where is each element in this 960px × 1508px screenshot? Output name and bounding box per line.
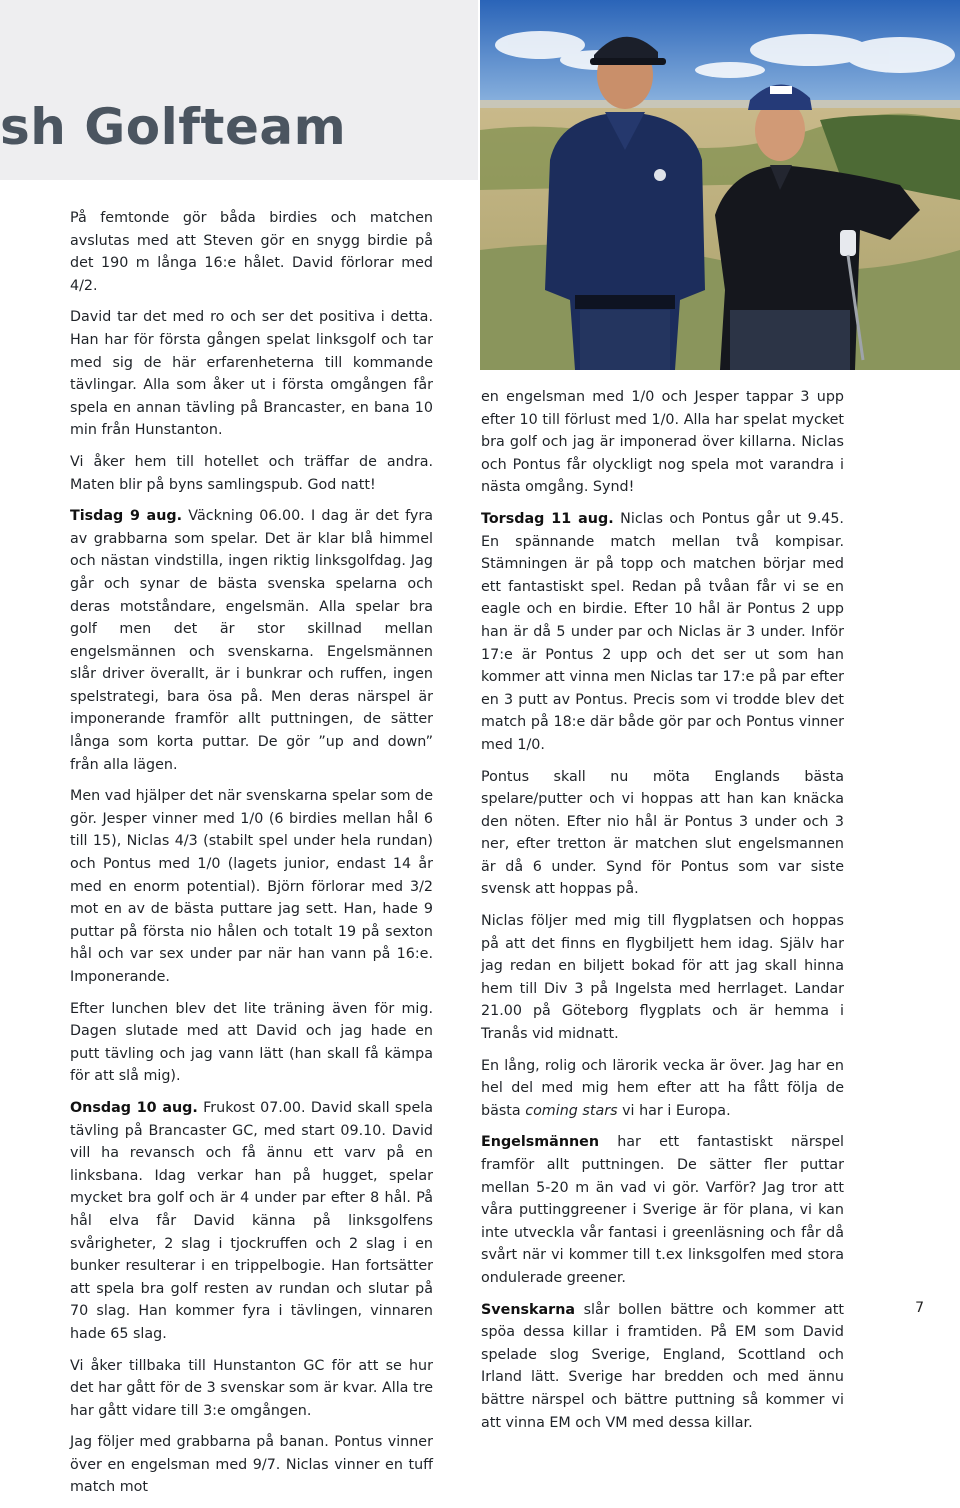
paragraph: Engelsmännen har ett fantastiskt närspel framför allt puttningen. De sätter fler puttar mellan 5-20 m än vad vi gör. Varför? Jag tror att våra puttinggreener i Sverige är för plana, vi kan inte utveckla vår fantasi i greenläsning och får då svårt när vi kommer till t.ex linksgolfen med stora ondulerade greener. <box>481 1134 844 1286</box>
day-heading: Tisdag 9 aug. <box>70 508 183 525</box>
paragraph: Vi åker hem till hotellet och träffar de andra. Maten blir på byns samlingspub. God natt! <box>70 453 433 493</box>
section-lead: Engelsmännen <box>481 1134 600 1151</box>
page-title: sh Golfteam <box>0 98 347 156</box>
paragraph: Vi åker tillbaka till Hunstanton GC för att se hur det har gått för de 3 svenskar som är kvar. Alla tre har gått vidare till 3:e omgången. <box>70 1357 433 1419</box>
section-lead: Svenskarna <box>481 1301 576 1318</box>
emphasis: coming stars <box>525 1102 618 1119</box>
paragraph: Men vad hjälper det när svenskarna spelar som de gör. Jesper vinner med 1/0 (6 birdies mellan hål 6 till 15), Niclas 4/3 (stabilt spel under hela rundan) och Pontus med 1/0 (lagets junior, endast 14 år med en enorm potential). Björn förlorar med 3/2 mot en av de bästa puttare jag sett. Han, hade 9 puttar på första nio hålen och totalt 19 på sexton hål och var sex under par när han vann på 16:e. Imponerande. <box>70 788 433 985</box>
paragraph: Efter lunchen blev det lite träning även för mig. Dagen slutade med att David och jag hade en putt tävling och jag vann lätt (han skall få kämpa för att slå mig). <box>70 1000 433 1085</box>
paragraph: Tisdag 9 aug. Väckning 06.00. I dag är det fyra av grabbarna som spelar. Det är klar blå himmel och nästan vindstilla, ingen riktig linksgolfdag. Jag går och synar de bästa svenska spelarna och deras motståndare, engelsmän. Alla spelar bra golf men det är stor skillnad mellan engelsmännen och svenskarna. Engelsmännen slår driver överallt, är i bunkrar och ruffen, ingen spelstrategi, bara ösa på. Men deras närspel är imponerande framför allt puttningen, de sätter långa som korta puttar. De gör ”up and down” från alla lägen. <box>70 508 433 773</box>
page-number: 7 <box>915 1300 924 1316</box>
paragraph: Svenskarna slår bollen bättre och kommer att spöa dessa killar i framtiden. På EM som David spelade slog Sverige, England, Scottland och Irland lätt. Sverige har bredden och med ännu bättre närspel och bättre puttning så kommer vi att vinna EM och VM med dessa killar. <box>481 1301 844 1431</box>
paragraph: Onsdag 10 aug. Frukost 07.00. David skall spela tävling på Brancaster GC, med start 09.10. David vill ha revansch och få ännu ett varv på en linksbana. Idag verkar han på hugget, spelar mycket bra golf och är 4 under par efter 8 hål. På hål elva får David känna på linksgolfens svårigheter, 2 slag i tjockruffen och 2 slag i en bunker resulterar i en trippelbogie. Han fortsätter att spela bra golf resten av rundan och slutar på 70 slag. Han kommer fyra i tävlingen, vinnaren hade 65 slag. <box>70 1099 433 1342</box>
article-column-right <box>481 386 844 1443</box>
paragraph: Pontus skall nu möta Englands bästa spelare/putter och vi hoppas att han kan knäcka den nöten. Efter nio hål är Pontus 3 under och 3 ner, efter tretton är matchen slut engelsmannen är då 6 under. Synd för Pontus som var siste svensk att hoppas på. <box>481 768 844 898</box>
paragraph: en engelsman med 1/0 och Jesper tappar 3 upp efter 10 till förlust med 1/0. Alla har spelat mycket bra golf och jag är imponerad över killarna. Niclas och Pontus får olyckligt nog spela mot varandra i nästa omgång. Synd! <box>481 389 844 496</box>
paragraph: David tar det med ro och ser det positiva i detta. Han har för första gången spelat linksgolf och tar med sig de här erfarenheterna till kommande tävlingar. Alla som åker ut i första omgången får spela en annan tävling på Brancaster, en bana 10 min från Hunstanton. <box>70 309 433 439</box>
day-heading: Torsdag 11 aug. <box>481 510 614 527</box>
day-heading: Onsdag 10 aug. <box>70 1099 198 1116</box>
article-column-left <box>70 207 433 1508</box>
paragraph: Niclas följer med mig till flygplatsen och hoppas på att det finns en flygbiljett hem idag. Själv har jag redan en biljett bokad för att jag skall hinna hem till Div 3 på Ingelsta med herrlaget. Landar 21.00 på Göteborg flygplats och är hemma i Tranås vid midnatt. <box>481 913 844 1043</box>
paragraph: Jag följer med grabbarna på banan. Pontus vinner över en engelsman med 9/7. Niclas vinner en tuff match mot <box>70 1434 433 1496</box>
paragraph: En lång, rolig och lärorik vecka är över. Jag har en hel del med mig hem efter att ha fått följa de bästa coming stars vi har i Europa. <box>481 1057 844 1119</box>
paragraph: Torsdag 11 aug. Niclas och Pontus går ut 9.45. En spännande match mellan två kompisar. Stämningen är på topp och matchen börjar med ett fantastiskt spel. Redan på tvåan får vi se en eagle och en birdie. Efter 10 hål är Pontus 2 upp han är då 5 under par och Niclas är 3 under. Inför 17:e är Pontus 2 upp och det ser ut som han kommer att vinna men Niclas tar 17:e på par efter en 3 putt av Pontus. Precis som vi trodde blev det match på 18:e där både gör par och Pontus vinner med 1/0. <box>481 510 844 753</box>
team-photo <box>480 0 960 370</box>
paragraph: På femtonde gör båda birdies och matchen avslutas med att Steven gör en snygg birdie på det 190 m långa 16:e hålet. David förlorar med 4/2. <box>70 210 433 294</box>
